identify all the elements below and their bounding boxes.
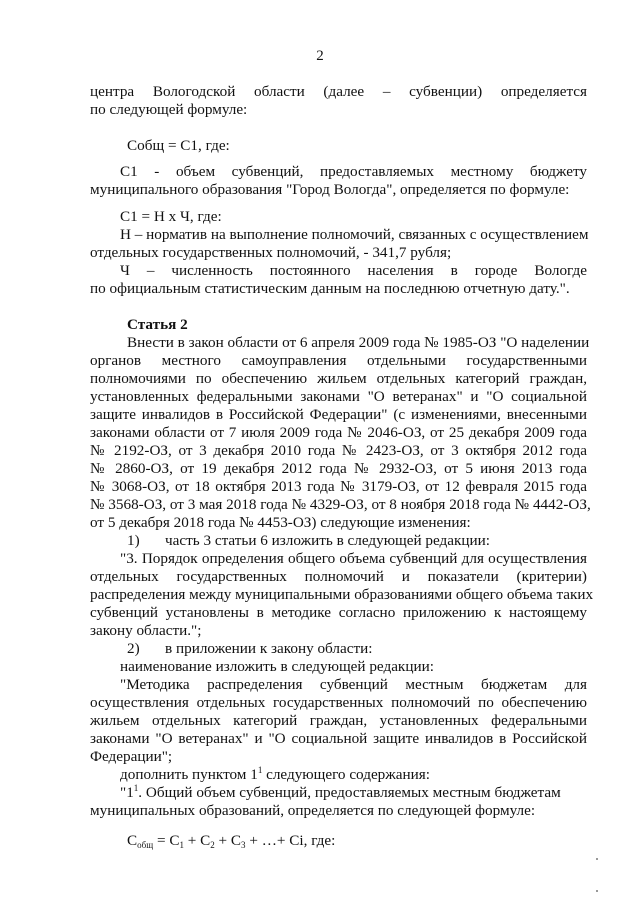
text-line: часть 3 статьи 6 изложить в следующей редакции: <box>165 532 491 549</box>
text-line: Н – норматив на выполнение полномочий, связанных с осуществлением <box>120 226 589 243</box>
text-line: муниципальных образований, определяется по следующей формуле: <box>90 802 536 819</box>
superscript: 1 <box>257 765 263 775</box>
text-line: отдельных государственных полномочий, - 341,7 рубля; <box>90 244 452 261</box>
text-line: наименование изложить в следующей редакции: <box>120 658 434 675</box>
text-line: Внести в закон области от 6 апреля 2009 года № 1985-ОЗ "О наделении <box>127 334 590 351</box>
text-line: субвенций установлены в методике согласно приложению к настоящему <box>90 604 587 621</box>
text-line <box>120 784 587 802</box>
text-line: законами области от 7 июля 2009 года № 2046-ОЗ, от 25 декабря 2009 года <box>90 424 587 441</box>
formula-part: + …+ Ci, где: <box>245 832 336 849</box>
formula-line: C1 = Н x Ч, где: <box>120 208 222 225</box>
text-run: следующего содержания: <box>262 766 430 783</box>
text-line: "Методика распределения субвенций местным бюджетам для <box>120 676 587 693</box>
text-line: по следующей формуле: <box>90 101 248 118</box>
text-line: законами "О ветеранах" и "О социальной защите инвалидов в Российской <box>90 730 587 747</box>
text-line: № 3568-ОЗ, от 3 мая 2018 года № 4329-ОЗ, от 8 ноября 2018 года № 4442-ОЗ, <box>90 496 591 513</box>
text-line: C1 - объем субвенций, предоставляемых местному бюджету <box>120 163 587 180</box>
text-line: распределения между муниципальными образованиями общего объема таких <box>90 586 594 603</box>
subscript: общ <box>137 840 154 850</box>
text-line: закону области."; <box>90 622 202 639</box>
text-line: осуществления отдельных государственных полномочий по обеспечению <box>90 694 587 711</box>
superscript: 1 <box>133 783 139 793</box>
formula-part: + C <box>214 832 242 849</box>
formula-line <box>127 832 587 850</box>
text-line: от 5 декабря 2018 года № 4453-ОЗ) следующие изменения: <box>90 514 471 531</box>
text-run: дополнить пунктом 1 <box>120 766 258 783</box>
text-line: полномочиями по обеспечению жильем отдельных категорий граждан, <box>90 370 587 387</box>
text-line: "3. Порядок определения общего объема субвенций для осуществления <box>120 550 587 567</box>
text-line: Ч – численность постоянного населения в городе Вологде <box>120 262 587 279</box>
text-line: жильем отдельных категорий граждан, установленных федеральными <box>90 712 587 729</box>
formula-symbol: C <box>127 832 138 849</box>
formula-line: Cобщ = C1, где: <box>127 137 230 154</box>
text-line: установленных федеральными законами "О ветеранах" и "О социальной <box>90 388 587 405</box>
text-line: № 3068-ОЗ, от 18 октября 2013 года № 3179-ОЗ, от 12 февраля 2015 года <box>90 478 587 495</box>
article-heading: Статья 2 <box>127 316 188 333</box>
text-line: в приложении к закону области: <box>165 640 373 657</box>
text-line: защите инвалидов в Российской Федерации" (с изменениями, внесенными <box>90 406 587 423</box>
text-line: центра Вологодской области (далее – субвенции) определяется <box>90 83 587 100</box>
subscript: 3 <box>241 840 246 850</box>
text-line: органов местного самоуправления отдельными государственными <box>90 352 587 369</box>
scan-speck <box>596 858 598 860</box>
text-line: № 2192-ОЗ, от 3 декабря 2010 года № 2423-ОЗ, от 3 октября 2012 года <box>90 442 587 459</box>
text-line: Федерации"; <box>90 748 173 765</box>
page-number: 2 <box>316 48 324 64</box>
text-run: . Общий объем субвенций, предоставляемых местным бюджетам <box>138 784 561 801</box>
text-line: по официальным статистическим данным на последнюю отчетную дату.". <box>90 280 570 297</box>
text-run: "1 <box>120 784 134 801</box>
formula-part: + C <box>183 832 211 849</box>
text-line <box>120 766 587 784</box>
formula-part: = C <box>153 832 180 849</box>
subscript: 2 <box>210 840 215 850</box>
text-line: муниципального образования "Город Вологда", определяется по формуле: <box>90 181 570 198</box>
list-marker: 1) <box>127 532 140 549</box>
text-line: № 2860-ОЗ, от 19 декабря 2012 года № 2932-ОЗ, от 5 июня 2013 года <box>90 460 587 477</box>
subscript: 1 <box>179 840 184 850</box>
scan-speck <box>596 890 598 892</box>
text-line: отдельных государственных полномочий и показатели (критерии) <box>90 568 587 585</box>
list-marker: 2) <box>127 640 140 657</box>
